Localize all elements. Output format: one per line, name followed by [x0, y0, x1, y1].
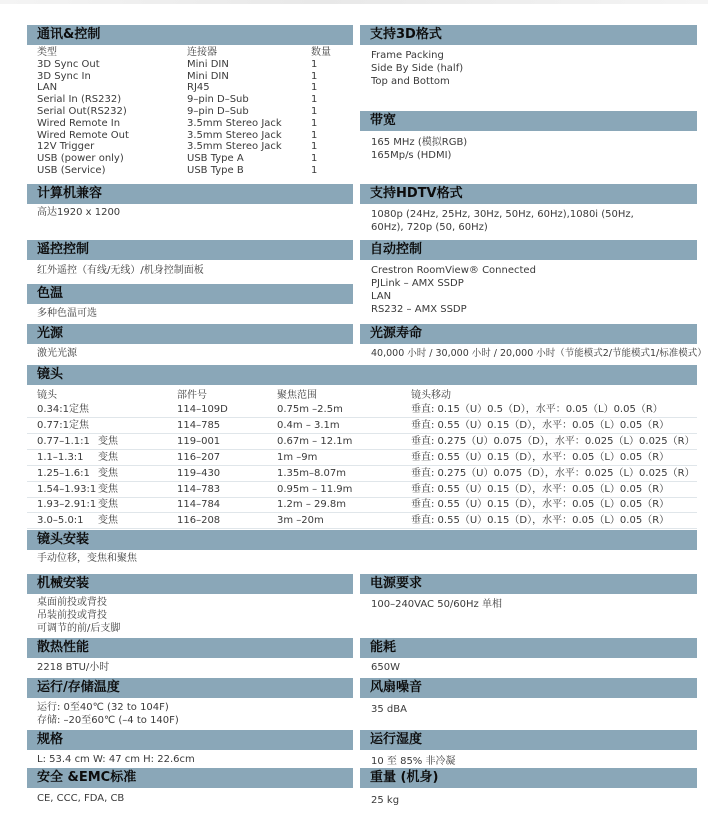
colortemp-line: 多种色温可选 — [37, 308, 97, 319]
fmt3d-line: Top and Bottom — [371, 76, 450, 87]
comm-cell: USB (power only) — [37, 153, 124, 165]
lens-col-header: 部件号 — [177, 390, 207, 401]
section-header-heat: 散热性能 — [27, 638, 353, 658]
section-header-bandwidth: 带宽 — [360, 111, 697, 131]
lens-cell: 0.95m – 11.9m — [277, 483, 353, 495]
consume-line: 650W — [371, 662, 400, 673]
section-header-weight: 重量 (机身) — [360, 768, 697, 788]
lens-cell: 0.75m –2.5m — [277, 404, 343, 415]
comm-cell: LAN — [37, 82, 58, 94]
comm-cell: USB Type B — [187, 165, 244, 176]
mech-line: 可调节的前/后支脚 — [37, 623, 121, 634]
lens-cell: 垂直: 0.55（U）0.15（D），水平：0.05（L）0.05（R） — [411, 419, 670, 431]
comm-cell: 1 — [311, 117, 318, 129]
section-header-compat: 计算机兼容 — [27, 184, 353, 204]
lens-row-divider — [27, 417, 697, 418]
lens-cell: 0.77:1定焦 — [37, 419, 89, 431]
comm-cell: 3.5mm Stereo Jack — [187, 129, 282, 141]
comm-cell: 1 — [311, 82, 318, 94]
comm-cell: 3.5mm Stereo Jack — [187, 141, 282, 153]
lens-col-header: 镜头 — [37, 390, 57, 401]
section-header-noise: 风扇噪音 — [360, 678, 697, 698]
comm-cell: 1 — [311, 129, 318, 141]
temp-line: 存储: –20至60℃ (–4 to 140F) — [37, 715, 179, 726]
lens-cell: 114–783 — [177, 483, 221, 495]
section-header-consume: 能耗 — [360, 638, 697, 658]
comm-cell: Serial In (RS232) — [37, 94, 122, 106]
safety-line: CE, CCC, FDA, CB — [37, 793, 125, 804]
lens-cell: 114–785 — [177, 419, 221, 431]
lens-cell: 垂直: 0.55（U）0.15（D），水平：0.05（L）0.05（R） — [411, 515, 670, 527]
lens-cell: 垂直: 0.275（U）0.075（D），水平：0.025（L）0.025（R） — [411, 435, 695, 447]
fmt3d-line: Side By Side (half) — [371, 63, 464, 74]
power-line: 100–240VAC 50/60Hz 单相 — [371, 599, 502, 610]
bandwidth-line: 165Mp/s (HDMI) — [371, 150, 452, 161]
auto-line: PJLink – AMX SSDP — [371, 278, 464, 289]
lens-cell: 0.4m – 3.1m — [277, 419, 340, 431]
comm-cell: 9–pin D–Sub — [187, 106, 249, 117]
section-header-power: 电源要求 — [360, 574, 697, 594]
size-line: L: 53.4 cm W: 47 cm H: 22.6cm — [37, 754, 195, 765]
comm-col-header: 连接器 — [187, 47, 217, 58]
comm-cell: 3D Sync In — [37, 70, 91, 82]
noise-line: 35 dBA — [371, 704, 407, 715]
lens-cell: 3.0–5.0:1 — [37, 515, 84, 527]
hdtv-line: 60Hz), 720p (50, 60Hz) — [371, 222, 488, 233]
lens-cell: 1m –9m — [277, 451, 318, 463]
remote-line: 红外遥控（有线/无线）/机身控制面板 — [37, 265, 204, 276]
lens-col-header: 镜头移动 — [411, 390, 451, 401]
comm-col-header: 类型 — [37, 47, 57, 58]
section-header-source: 光源 — [27, 324, 353, 344]
section-header-remote: 遥控控制 — [27, 240, 353, 260]
section-header-life: 光源寿命 — [360, 324, 697, 344]
weight-line: 25 kg — [371, 795, 400, 806]
lens-cell: 变焦 — [98, 435, 118, 447]
lens-cell: 119–001 — [177, 435, 221, 447]
section-header-temp: 运行/存储温度 — [27, 678, 353, 698]
auto-line: Crestron RoomView® Connected — [371, 265, 536, 276]
source-line: 激光光源 — [37, 348, 77, 359]
lens-cell: 116–208 — [177, 515, 221, 527]
comm-cell: 12V Trigger — [37, 141, 95, 153]
lens-cell: 垂直: 0.55（U）0.15（D），水平：0.05（L）0.05（R） — [411, 483, 670, 495]
lens-cell: 变焦 — [98, 515, 118, 527]
section-header-lens: 镜头 — [27, 365, 697, 385]
auto-line: LAN — [371, 291, 392, 302]
heat-line: 2218 BTU/小时 — [37, 662, 110, 673]
comm-cell: USB (Service) — [37, 165, 106, 176]
comm-cell: 1 — [311, 165, 318, 176]
lens-cell: 0.67m – 12.1m — [277, 435, 353, 447]
fmt3d-line: Frame Packing — [371, 50, 444, 61]
lens-cell: 0.77–1.1:1 — [37, 435, 90, 447]
lens-cell: 1.1–1.3:1 — [37, 451, 84, 463]
section-header-3d: 支持3D格式 — [360, 25, 697, 45]
section-header-comm: 通讯&控制 — [27, 25, 353, 45]
comm-cell: 3D Sync Out — [37, 58, 100, 70]
top-decoration — [0, 0, 708, 4]
lens-cell: 变焦 — [98, 483, 118, 495]
lens-cell: 3m –20m — [277, 515, 324, 527]
lens-col-header: 聚焦范围 — [277, 390, 317, 401]
lens-cell: 1.54–1.93:1 — [37, 483, 97, 495]
comm-cell: 9–pin D–Sub — [187, 94, 249, 106]
lens-cell: 1.93–2.91:1 — [37, 499, 97, 511]
section-header-size: 规格 — [27, 730, 353, 750]
comm-cell: Serial Out(RS232) — [37, 106, 127, 117]
lens-cell: 垂直: 0.15（U）0.5（D），水平：0.05（L）0.05（R） — [411, 404, 663, 415]
comm-cell: Mini DIN — [187, 70, 229, 82]
section-header-lensmount: 镜头安装 — [27, 530, 697, 550]
lens-cell: 1.35m–8.07m — [277, 467, 347, 479]
lens-cell: 垂直: 0.55（U）0.15（D），水平：0.05（L）0.05（R） — [411, 499, 670, 511]
lensmount-line: 手动位移，变焦和聚焦 — [37, 553, 137, 564]
lens-row-divider — [27, 465, 697, 466]
lens-cell: 119–430 — [177, 467, 221, 479]
bandwidth-line: 165 MHz (模拟RGB) — [371, 137, 468, 148]
compat-line: 高达1920 x 1200 — [37, 207, 121, 218]
humidity-line: 10 至 85% 非冷凝 — [371, 756, 456, 767]
mech-line: 吊装前投或背投 — [37, 610, 107, 621]
section-header-mech: 机械安装 — [27, 574, 353, 594]
comm-cell: 1 — [311, 141, 318, 153]
lens-cell: 114–109D — [177, 404, 228, 415]
section-header-hdtv: 支持HDTV格式 — [360, 184, 697, 204]
lens-cell: 垂直: 0.275（U）0.075（D），水平：0.025（L）0.025（R） — [411, 467, 695, 479]
comm-cell: Mini DIN — [187, 58, 229, 70]
mech-line: 桌面前投或背投 — [37, 597, 107, 608]
lens-cell: 变焦 — [98, 467, 118, 479]
comm-cell: Wired Remote Out — [37, 129, 129, 141]
lens-cell: 1.2m – 29.8m — [277, 499, 347, 511]
comm-cell: Wired Remote In — [37, 117, 121, 129]
section-header-colortemp: 色温 — [27, 284, 353, 304]
comm-cell: RJ45 — [187, 82, 210, 94]
lens-cell: 116–207 — [177, 451, 221, 463]
comm-cell: USB Type A — [187, 153, 244, 165]
section-header-safety: 安全 &EMC标准 — [27, 768, 353, 788]
auto-line: RS232 – AMX SSDP — [371, 304, 467, 315]
comm-cell: 1 — [311, 106, 318, 117]
comm-cell: 1 — [311, 153, 318, 165]
comm-cell: 1 — [311, 94, 318, 106]
lens-cell: 变焦 — [98, 499, 118, 511]
temp-line: 运行: 0至40℃ (32 to 104F) — [37, 702, 169, 713]
section-header-humidity: 运行湿度 — [360, 730, 697, 750]
lens-cell: 114–784 — [177, 499, 221, 511]
comm-cell: 3.5mm Stereo Jack — [187, 117, 282, 129]
lens-row-divider — [27, 449, 697, 450]
hdtv-line: 1080p (24Hz, 25Hz, 30Hz, 50Hz, 60Hz),1080i (50Hz, — [371, 209, 634, 220]
lens-row-divider — [27, 512, 697, 513]
section-header-auto: 自动控制 — [360, 240, 697, 260]
lens-cell: 1.25–1.6:1 — [37, 467, 90, 479]
lens-row-divider — [27, 481, 697, 482]
comm-cell: 1 — [311, 70, 318, 82]
lens-row-divider — [27, 497, 697, 498]
lens-cell: 变焦 — [98, 451, 118, 463]
lens-cell: 0.34:1定焦 — [37, 404, 89, 415]
lens-row-divider — [27, 433, 697, 434]
comm-cell: 1 — [311, 58, 318, 70]
comm-col-header: 数量 — [311, 47, 331, 58]
lens-cell: 垂直: 0.55（U）0.15（D），水平：0.05（L）0.05（R） — [411, 451, 670, 463]
life-line: 40,000 小时 / 30,000 小时 / 20,000 小时（节能模式2/节能模式1/标准模式） — [371, 348, 707, 359]
